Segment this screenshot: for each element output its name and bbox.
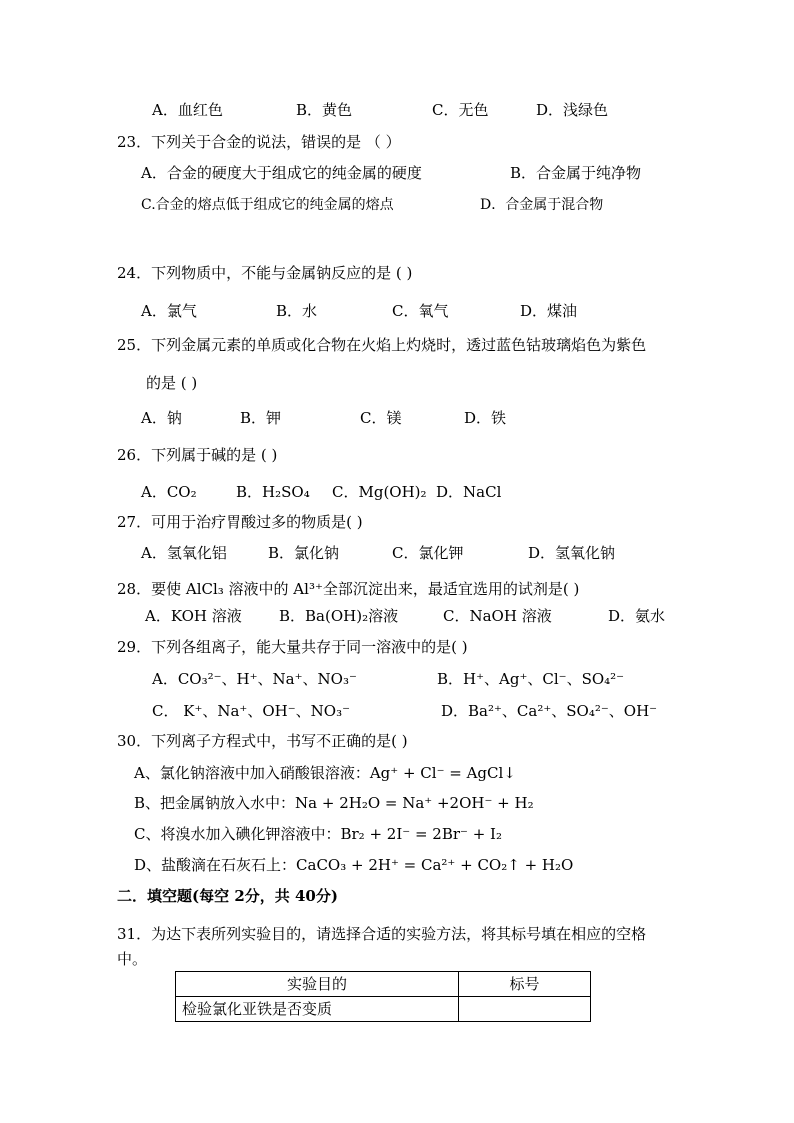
q30-option-a: A、氯化钠溶液中加入硝酸银溶液：Ag⁺ + Cl⁻ = AgCl↓ bbox=[134, 764, 516, 782]
q26-option-d: D．NaCl bbox=[436, 483, 502, 501]
q22-option-a: A．血红色 bbox=[152, 101, 223, 119]
q24-stem: 24．下列物质中，不能与金属钠反应的是 ( ) bbox=[117, 264, 413, 282]
q30-option-d: D、盐酸滴在石灰石上：CaCO₃ + 2H⁺ = Ca²⁺ + CO₂↑ + H₂O bbox=[134, 856, 574, 874]
table-row bbox=[176, 997, 591, 1022]
q27-option-a: A．氢氧化铝 bbox=[141, 544, 227, 562]
q31-stem: 31．为达下表所列实验目的，请选择合适的实验方法，将其标号填在相应的空格 bbox=[117, 925, 647, 943]
q25-stem: 25．下列金属元素的单质或化合物在火焰上灼烧时，透过蓝色钴玻璃焰色为紫色 bbox=[117, 336, 647, 354]
q27-option-b: B．氯化钠 bbox=[268, 544, 340, 562]
q29-option-c: C． K⁺、Na⁺、OH⁻、NO₃⁻ bbox=[152, 702, 351, 720]
q23-option-a: A．合金的硬度大于组成它的纯金属的硬度 bbox=[141, 164, 422, 182]
q25-stem-continuation: 的是 ( ) bbox=[146, 374, 198, 392]
section-heading: 二．填空题(每空 2分，共 40分) bbox=[117, 887, 338, 905]
q23-option-d: D．合金属于混合物 bbox=[480, 197, 604, 213]
q28-option-d: D．氨水 bbox=[608, 607, 666, 625]
table-cell-purpose: 检验氯化亚铁是否变质 bbox=[176, 997, 459, 1022]
q25-option-a: A．钠 bbox=[141, 409, 182, 427]
table-header-purpose: 实验目的 bbox=[176, 972, 459, 997]
q29-option-a: A．CO₃²⁻、H⁺、Na⁺、NO₃⁻ bbox=[152, 670, 357, 688]
q28-option-b: B．Ba(OH)₂溶液 bbox=[279, 607, 399, 625]
q27-option-c: C．氯化钾 bbox=[392, 544, 464, 562]
q25-option-d: D．铁 bbox=[464, 409, 507, 427]
q29-stem: 29．下列各组离子，能大量共存于同一溶液中的是( ) bbox=[117, 638, 468, 656]
q28-stem: 28．要使 AlCl₃ 溶液中的 Al³⁺全部沉淀出来，最适宜选用的试剂是( ) bbox=[117, 580, 580, 598]
q27-option-d: D．氢氧化钠 bbox=[528, 544, 616, 562]
table-cell-answer[interactable] bbox=[459, 997, 591, 1022]
q28-option-a: A．KOH 溶液 bbox=[145, 607, 242, 625]
q30-option-b: B、把金属钠放入水中：Na + 2H₂O = Na⁺ +2OH⁻ + H₂ bbox=[134, 794, 534, 812]
q29-option-b: B．H⁺、Ag⁺、Cl⁻、SO₄²⁻ bbox=[437, 670, 625, 688]
q29-option-d: D．Ba²⁺、Ca²⁺、SO₄²⁻、OH⁻ bbox=[441, 702, 658, 720]
q22-option-b: B．黄色 bbox=[296, 101, 353, 119]
q27-stem: 27．可用于治疗胃酸过多的物质是( ) bbox=[117, 513, 363, 531]
q25-option-c: C．镁 bbox=[360, 409, 402, 427]
q26-option-c: C．Mg(OH)₂ bbox=[332, 483, 427, 501]
q23-stem: 23．下列关于合金的说法，错误的是 （ ） bbox=[117, 133, 401, 151]
q22-option-c: C．无色 bbox=[432, 101, 489, 119]
q23-option-c: C.合金的熔点低于组成它的纯金属的熔点 bbox=[141, 197, 394, 213]
table-header-label: 标号 bbox=[459, 972, 591, 997]
q25-option-b: B．钾 bbox=[240, 409, 282, 427]
q24-option-a: A．氯气 bbox=[141, 302, 197, 320]
q24-option-c: C．氧气 bbox=[392, 302, 449, 320]
table-header-row bbox=[176, 972, 591, 997]
experiment-table bbox=[175, 971, 591, 1022]
q24-option-b: B．水 bbox=[276, 302, 318, 320]
q26-option-a: A．CO₂ bbox=[141, 483, 197, 501]
q22-option-d: D．浅绿色 bbox=[536, 101, 609, 119]
q30-stem: 30．下列离子方程式中，书写不正确的是( ) bbox=[117, 732, 408, 750]
q26-option-b: B．H₂SO₄ bbox=[236, 483, 310, 501]
q28-option-c: C．NaOH 溶液 bbox=[443, 607, 552, 625]
q23-option-b: B．合金属于纯净物 bbox=[510, 164, 642, 182]
q26-stem: 26．下列属于碱的是 ( ) bbox=[117, 446, 278, 464]
q30-option-c: C、将溴水加入碘化钾溶液中：Br₂ + 2I⁻ = 2Br⁻ + I₂ bbox=[134, 825, 502, 843]
q24-option-d: D．煤油 bbox=[520, 302, 578, 320]
q31-stem-continuation: 中。 bbox=[117, 950, 148, 968]
